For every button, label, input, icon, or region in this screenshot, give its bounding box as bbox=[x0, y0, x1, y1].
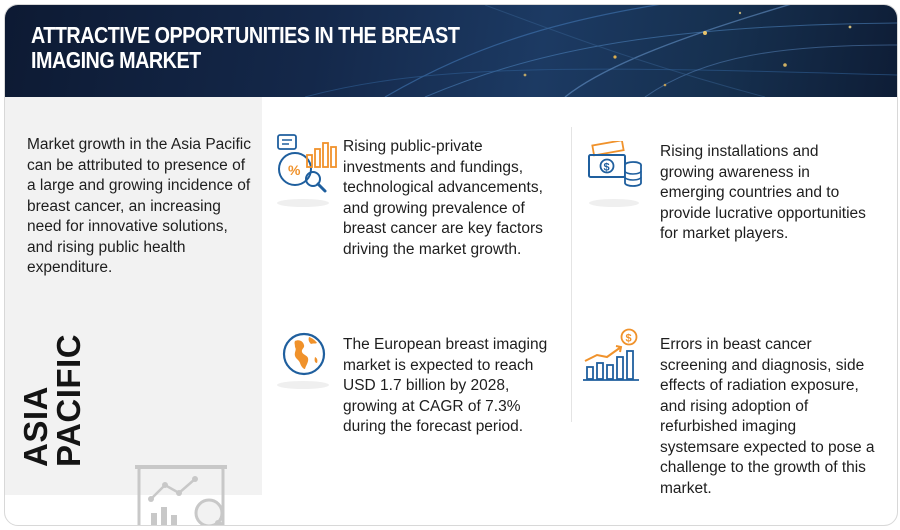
icon-shadow bbox=[277, 199, 329, 207]
money-coins-icon bbox=[587, 141, 643, 191]
opportunity-text: Rising public-private investments and fundings, technological advancements, and growing prevalence of breast cancer are key factors driving the market growth. bbox=[343, 138, 543, 258]
opportunity-text: Errors in beast cancer screening and diagnosis, side effects of radiation exposure, and rising adoption of refurbished imaging systemsare expected to pose a challenge to the growth of this market. bbox=[660, 336, 875, 497]
region-description: Market growth in the Asia Pacific can be attributed to presence of a large and growing incidence of breast cancer, an increasing need for innovative solutions, and rising public health expenditure. bbox=[27, 136, 251, 276]
growth-bar-chart-icon bbox=[581, 327, 643, 383]
svg-text:$: $ bbox=[603, 161, 610, 174]
svg-text:%: % bbox=[288, 162, 301, 178]
investment-chart-icon bbox=[275, 133, 339, 195]
region-label-line1: ASIA bbox=[17, 386, 54, 467]
svg-text:$: $ bbox=[625, 332, 632, 345]
opportunity-text: Rising installations and growing awareness in emerging countries and to provide lucrative opportunities for market players. bbox=[660, 143, 866, 242]
column-divider bbox=[571, 127, 572, 422]
region-label bbox=[17, 333, 87, 467]
page-title: ATTRACTIVE OPPORTUNITIES IN THE BREAST IMAGING MARKET bbox=[31, 22, 460, 73]
region-label-line2: PACIFIC bbox=[50, 333, 87, 467]
header-banner bbox=[5, 5, 897, 97]
globe-icon bbox=[281, 331, 327, 377]
opportunity-text: The European breast imaging market is expected to reach USD 1.7 billion by 2028, growing at CAGR of 7.3% during the forecast period. bbox=[343, 336, 548, 435]
icon-shadow bbox=[277, 381, 329, 389]
icon-shadow bbox=[589, 199, 639, 207]
region-panel bbox=[5, 97, 262, 495]
infographic-card bbox=[4, 4, 898, 526]
presentation-board-analytics-icon bbox=[133, 459, 243, 526]
